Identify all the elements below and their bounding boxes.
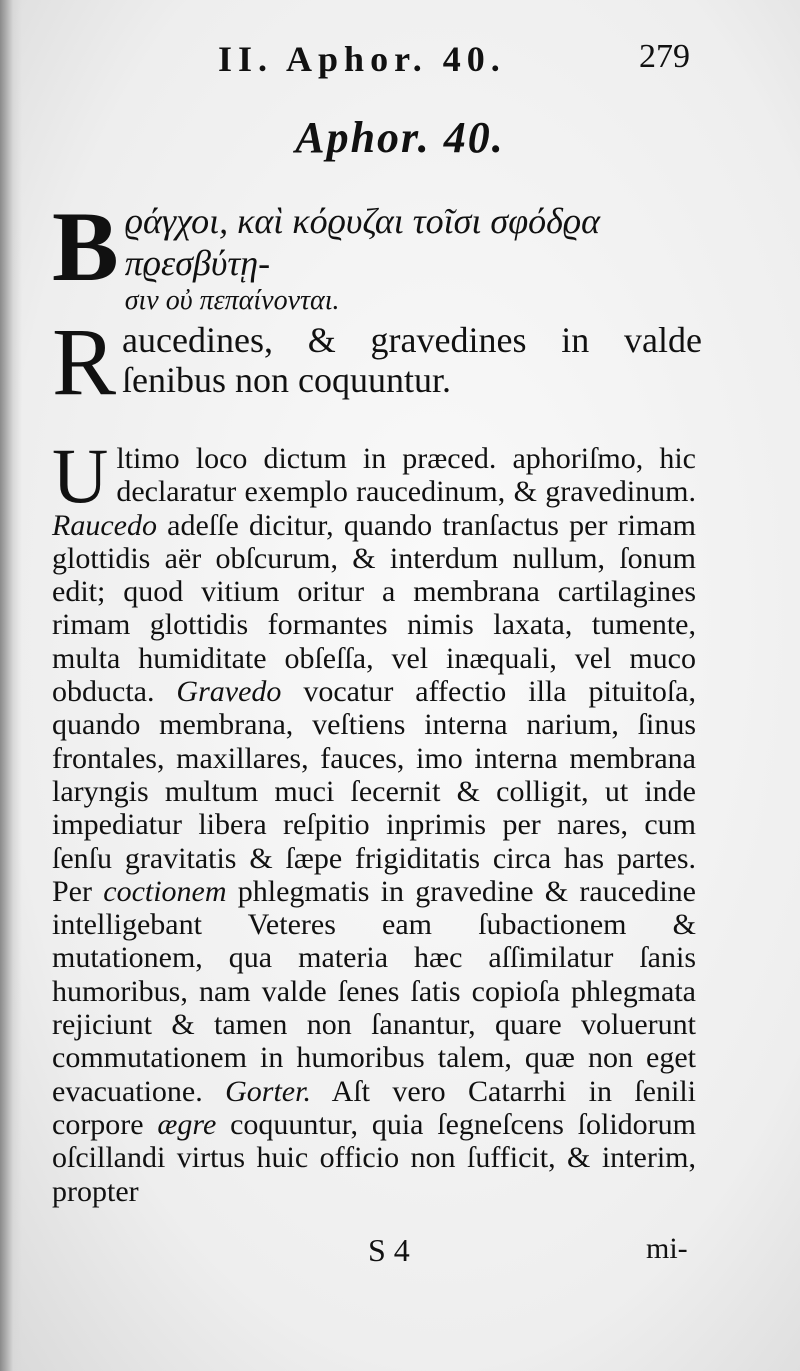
running-head xyxy=(0,38,800,78)
commentary-text-3: vocatur affectio illa pituitoſa, quando membrana, veſtiens interna narium, ſinus frontales, maxillares, fauces, imo interna membrana laryngis multum muci ſecernit & colligit, ut inde impediatur libera reſpitio inprimis per nares, cum ſenſu gravitatis & ſæpe frigiditatis circa has partes. Per xyxy=(52,675,697,908)
greek-line-2: σιν οὐ πεπαίνονται. xyxy=(124,285,340,316)
page-footer xyxy=(0,1232,800,1272)
commentary xyxy=(52,432,697,1208)
citation-gorter: Gorter. xyxy=(225,1074,311,1108)
commentary-text-5: Aſt vero Catarrhi in ſenili corpore xyxy=(52,1074,696,1141)
commentary-text-6: coquuntur, quia ſegneſcens ſolidorum oſcillandi virtus huic officio non ſufficit, & interim, propter xyxy=(52,1107,696,1208)
term-aegre: ægre xyxy=(157,1107,217,1141)
catchword: mi- xyxy=(646,1232,688,1265)
greek-dropcap: B xyxy=(52,191,119,302)
term-raucedo: Raucedo xyxy=(52,508,157,542)
latin-line-1: aucedines, & gravedines in valde xyxy=(122,320,702,360)
commentary-text-2: adeſſe dicitur, quando tranſactus per rimam glottidis aër obſcurum, & interdum nullum, ſonum edit; quod vitium oritur a membrana cartilagines rimam glottidis formantes nimis laxata, tumente, multa humiditate obſeſſa, vel inæquali, vel muco obducta. xyxy=(52,508,696,709)
greek-aphorism xyxy=(52,191,752,318)
running-head-title: II. Aphor. 40. xyxy=(218,39,506,79)
greek-line-1: ϱάγχοι, καὶ κόϱυζαι τοῖσι σφόδϱα πϱεσβύτῃ- xyxy=(124,201,600,283)
commentary-dropcap: U xyxy=(52,432,109,519)
latin-dropcap: R xyxy=(52,308,117,415)
aphorism-title: Aphor. 40. xyxy=(295,113,505,162)
signature-mark: S 4 xyxy=(368,1232,410,1268)
page-number: 279 xyxy=(639,38,690,75)
commentary-paragraph xyxy=(52,432,697,1208)
latin-aphorism xyxy=(52,308,702,415)
term-gravedo: Gravedo xyxy=(176,675,282,709)
commentary-text-4: phlegmatis in gravedine & raucedine intelligebant Veteres eam ſubactionem & mutationem, qua materia hæc aſſimilatur ſanis humoribus, nam valde ſenes ſatis copioſa phlegmata rejiciunt & tamen non ſanantur, quare voluerunt commutationem in humoribus talem, quæ non eget evacuatione. xyxy=(52,874,696,1108)
commentary-text-1: ltimo loco dictum in præced. aphoriſmo, hic declaratur exemplo raucedinum, & gravedinum. xyxy=(116,442,696,509)
term-coctionem: coctionem xyxy=(103,874,227,908)
latin-line-2: ſenibus non coquuntur. xyxy=(122,360,452,400)
